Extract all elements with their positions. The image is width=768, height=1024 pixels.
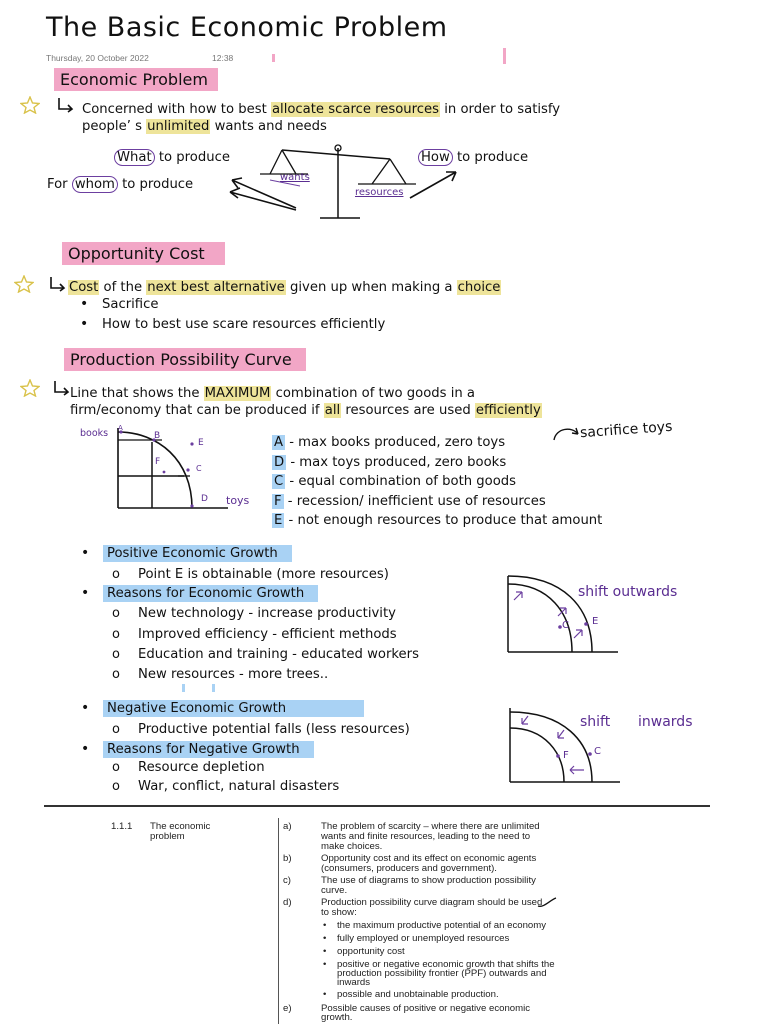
- ppc-legend-d: D - max toys produced, zero books: [274, 455, 507, 470]
- list-item: o New technology - increase productivity: [138, 605, 396, 622]
- shift-inwards-label-2: inwards: [638, 714, 693, 730]
- ppc-x-axis-label: toys: [226, 494, 250, 507]
- spec-text: the maximum productive potential of an economy: [337, 920, 547, 931]
- resources-label: resources: [355, 187, 404, 198]
- ppc-point-c: C: [196, 464, 202, 473]
- section-heading-economic-problem: Economic Problem: [54, 68, 218, 91]
- list-item: o Improved efficiency - efficient methods: [138, 626, 397, 643]
- wants-label: wants: [280, 172, 310, 183]
- spec-code: 1.1.1: [111, 821, 133, 832]
- spec-text: curve.: [321, 885, 348, 896]
- ppc-y-axis-label: books: [80, 428, 109, 439]
- ppc-legend-e: E - not enough resources to produce that amount: [274, 513, 603, 528]
- spec-topic-2: problem: [150, 831, 185, 842]
- note-time: 12:38: [212, 53, 234, 63]
- spec-letter: d): [283, 897, 292, 908]
- spec-text: production possibility frontier (PPF) outwards and: [337, 968, 547, 979]
- ppc-point-f: F: [155, 457, 161, 467]
- spec-text: growth.: [321, 1012, 353, 1023]
- spec-bullet: •: [323, 933, 327, 944]
- list-item: o Education and training - educated workers: [138, 646, 419, 663]
- sacrifice-note: sacrifice toys: [579, 418, 673, 442]
- spec-text: Opportunity cost and its effect on economic agents: [321, 853, 537, 864]
- inward-f-label: F: [563, 750, 569, 761]
- spec-text: wants and finite resources, leading to the need to: [321, 831, 531, 842]
- list-item: o Resource depletion: [138, 759, 265, 776]
- section-heading-opportunity-cost: Opportunity Cost: [62, 242, 225, 265]
- list-item: o Point E is obtainable (more resources): [138, 566, 389, 583]
- page-title: The Basic Economic Problem: [46, 12, 448, 43]
- negative-reasons-heading: • Reasons for Negative Growth: [103, 741, 314, 758]
- ppc-legend-a: A - max books produced, zero toys: [274, 435, 506, 450]
- spec-letter: b): [283, 853, 292, 864]
- spec-text: fully employed or unemployed resources: [337, 933, 510, 944]
- econ-problem-line-2: people’ s unlimited wants and needs: [82, 119, 327, 134]
- spec-bullet: •: [323, 989, 327, 1000]
- spec-column-divider: [278, 818, 279, 1024]
- spec-text: positive or negative economic growth that shifts the: [337, 959, 555, 970]
- section-heading-ppc: Production Possibility Curve: [64, 348, 306, 371]
- ppc-legend-c: C - equal combination of both goods: [274, 474, 517, 489]
- spec-text: inwards: [337, 977, 371, 988]
- spec-text: The problem of scarcity – where there are unlimited: [321, 821, 540, 832]
- shift-outwards-label: shift outwards: [578, 584, 678, 600]
- ppc-point-d: D: [201, 494, 208, 504]
- spec-text: Production possibility curve diagram should be used: [321, 897, 543, 908]
- pen-tick-mark: [536, 896, 558, 910]
- list-item: o War, conflict, natural disasters: [138, 778, 339, 795]
- spec-text: The use of diagrams to show production possibility: [321, 875, 536, 886]
- outward-e-label: E: [592, 616, 599, 627]
- spec-text: make choices.: [321, 841, 383, 852]
- positive-reasons-heading: • Reasons for Economic Growth: [103, 585, 318, 602]
- list-item: o Productive potential falls (less resources): [138, 721, 410, 738]
- shift-inwards-label-1: shift: [580, 714, 611, 730]
- spec-letter: a): [283, 821, 292, 832]
- spec-text: Possible causes of positive or negative economic: [321, 1003, 531, 1014]
- positive-growth-heading: • Positive Economic Growth: [103, 545, 292, 562]
- opportunity-cost-definition: Cost of the next best alternative given up when making a choice: [69, 280, 501, 295]
- outward-c-label: C: [562, 620, 569, 631]
- spec-bullet: •: [323, 946, 327, 957]
- spec-bullet: •: [323, 959, 327, 970]
- list-item: o New resources - more trees..: [138, 666, 328, 683]
- ppc-point-e: E: [198, 438, 204, 448]
- list-item: • Sacrifice: [102, 296, 158, 313]
- inward-c-label: C: [594, 746, 601, 757]
- spec-letter: c): [283, 875, 291, 886]
- ppc-definition-line-2: firm/economy that can be produced if all resources are used efficiently: [70, 403, 541, 418]
- ppc-point-a: A: [118, 424, 123, 432]
- note-date: Thursday, 20 October 2022: [46, 53, 149, 63]
- how-to-produce: How to produce: [418, 149, 528, 166]
- spec-text: to show:: [321, 907, 357, 918]
- spec-text: opportunity cost: [337, 946, 405, 957]
- spec-topic-1: The economic: [150, 821, 211, 832]
- for-whom-to-produce: For whom to produce: [47, 177, 194, 192]
- negative-growth-heading: • Negative Economic Growth: [103, 700, 364, 717]
- ppc-point-b: B: [154, 431, 161, 441]
- spec-letter: e): [283, 1003, 292, 1014]
- ppc-definition-line-1: Line that shows the MAXIMUM combination of two goods in a: [70, 386, 476, 401]
- spec-text: possible and unobtainable production.: [337, 989, 499, 1000]
- econ-problem-line-1: Concerned with how to best allocate scarce resources in order to satisfy: [82, 102, 561, 117]
- what-to-produce: What to produce: [114, 149, 230, 166]
- spec-text: (consumers, producers and government).: [321, 863, 497, 874]
- spec-bullet: •: [323, 920, 327, 931]
- ppc-legend-f: F - recession/ inefficient use of resources: [274, 494, 546, 509]
- list-item: • How to best use scare resources efficiently: [102, 316, 385, 333]
